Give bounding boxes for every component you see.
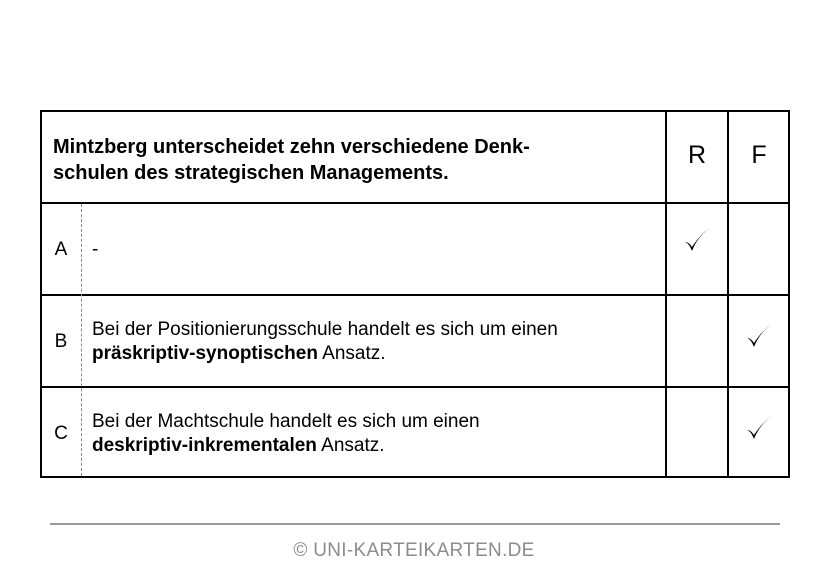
answer-row-b: [42, 296, 788, 388]
answer-text-line-2: [92, 434, 657, 458]
checkmark-icon: [667, 226, 727, 266]
answer-letter: A: [54, 239, 68, 260]
column-header-right: R: [687, 141, 707, 169]
answer-text-rest: Ansatz.: [317, 343, 386, 364]
checkmark-icon: [729, 322, 789, 362]
answer-text-line-1: Bei der Machtschule handelt es sich um einen: [92, 411, 480, 432]
answer-text: [92, 318, 657, 366]
answer-row-a: [42, 204, 788, 296]
answer-text-line-2: [92, 342, 657, 366]
question-line-1: Mintzberg unterscheidet zehn verschiedene Denk-: [53, 136, 530, 158]
footer-copyright: © UNI-KARTEIKARTEN.DE: [293, 540, 535, 561]
checkmark-icon: [729, 414, 789, 454]
answer-text: [92, 410, 657, 458]
answer-bold-term: präskriptiv-synoptischen: [92, 343, 318, 364]
answer-row-c: [42, 388, 788, 478]
answer-text-line-1: Bei der Positionierungsschule handelt es sich um einen: [92, 319, 558, 340]
answer-text: -: [92, 239, 99, 260]
answer-letter: B: [54, 331, 68, 352]
answer-text-rest: Ansatz.: [316, 435, 385, 456]
answer-letter: C: [54, 423, 68, 444]
footer-divider: [50, 523, 780, 525]
question-row: [42, 112, 788, 204]
column-header-false: F: [751, 141, 767, 169]
quiz-card-table: [40, 110, 790, 478]
question-text: [53, 134, 653, 186]
question-line-2: schulen des strategischen Managements.: [53, 162, 449, 184]
answer-bold-term: deskriptiv-inkrementalen: [92, 435, 317, 456]
